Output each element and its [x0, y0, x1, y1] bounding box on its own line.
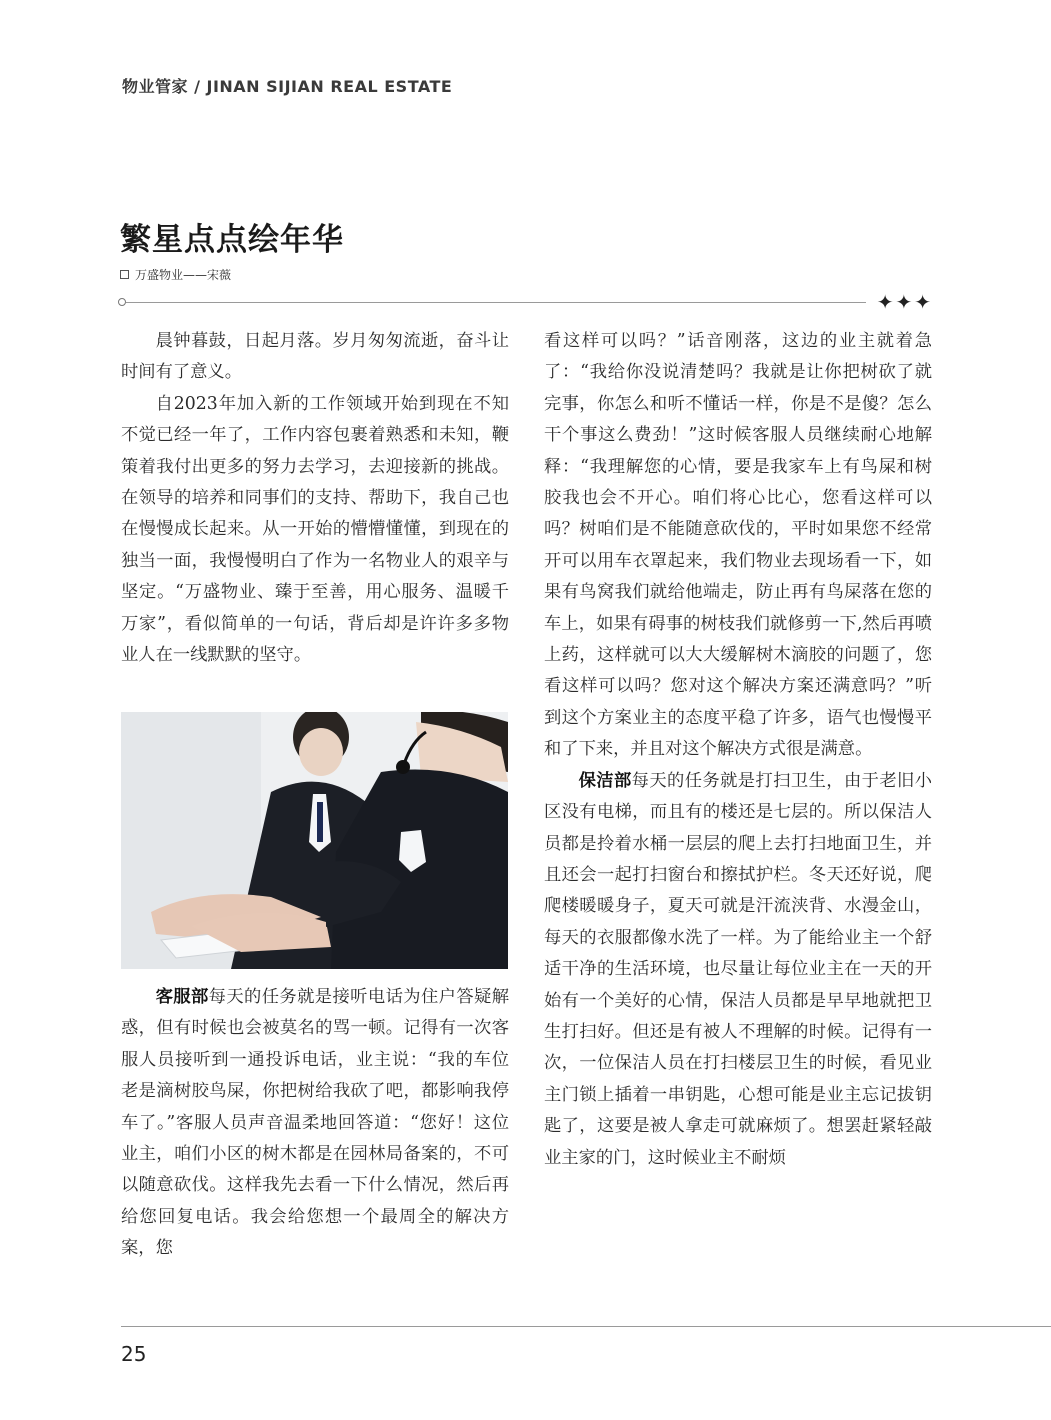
call-center-photo: [121, 712, 508, 969]
cleaning-text: 每天的任务就是打扫卫生，由于老旧小区没有电梯，而且有的楼还是七层的。所以保洁人员都是拎着水桶一层层的爬上去打扫地面卫生，并且还会一起打扫窗台和擦拭护栏。冬天还好说，爬爬楼暖暖身子，夏天可就是汗流浃背、水漫金山，每天的衣服都像水洗了一样。为了能给业主一个舒适干净的生活环境，也尽量让每位业主在一天的开始有一个美好的心情，保洁人员都是早早地就把卫生打扫好。但还是有被人不理解的时候。记得有一次，一位保洁人员在打扫楼层卫生的时候，看见业主门锁上插着一串钥匙，心想可能是业主忘记拔钥匙了，这要是被人拿走可就麻烦了。想罢赶紧轻敲业主家的门，这时候业主不耐烦: [544, 770, 932, 1168]
section-header: 物业管家 / JINAN SIJIAN REAL ESTATE: [122, 77, 453, 96]
dept-heading-cleaning: 保洁部: [578, 770, 632, 791]
footer-rule: [121, 1326, 1051, 1327]
dept-heading-customer-service: 客服部: [155, 987, 209, 1007]
call-center-illustration: [121, 712, 508, 969]
paragraph-cleaning: [544, 766, 932, 1174]
author-name: 万盛物业——宋薇: [135, 268, 232, 282]
byline: [120, 266, 231, 283]
left-column-top: [121, 326, 509, 671]
square-bullet-icon: [120, 270, 129, 279]
left-column-bottom: [121, 982, 509, 1265]
paragraph-customer-service: [121, 982, 509, 1265]
paragraph-intro: 晨钟暮鼓，日起月落。岁月匆匆流逝，奋斗让时间有了意义。: [121, 331, 509, 383]
page-number: 25: [121, 1342, 147, 1366]
paragraph-2023: 自2023年加入新的工作领域开始到现在不知不觉已经一年了，工作内容包裹着熟悉和未知，鞭策着我付出更多的努力去学习，去迎接新的挑战。在领导的培养和同事们的支持、帮助下，我自己也在慢慢成长起来。从一开始的懵懵懂懂，到现在的独当一面，我慢慢明白了作为一名物业人的艰辛与坚定。“万盛物业、臻于至善，用心服务、温暖千万家”，看似简单的一句话，背后却是许许多多物业人在一线默默的坚守。: [121, 393, 509, 666]
customer-service-text-continued: 看这样可以吗？”话音刚落，这边的业主就着急了：“我给你没说清楚吗？我就是让你把树砍了就完事，你怎么和听不懂话一样，你是不是傻？怎么干个事这么费劲！”这时候客服人员继续耐心地解释：“我理解您的心情，要是我家车上有鸟屎和树胶我也会不开心。咱们将心比心，您看这样可以吗？树咱们是不能随意砍伐的，平时如果您不经常开可以用车衣罩起来，我们物业去现场看一下，如果有鸟窝我们就给他端走，防止再有鸟屎落在您的车上，如果有碍事的树枝我们就修剪一下,然后再喷上药，这样就可以大大缓解树木滴胶的问题了，您看这样可以吗？您对这个解决方案还满意吗？”听到这个方案业主的态度平稳了许多，语气也慢慢平和了下来，并且对这个解决方式很是满意。: [544, 331, 932, 760]
circle-ornament-icon: [118, 298, 126, 306]
star-ornament-icon: ✦✦✦: [876, 290, 933, 314]
customer-service-text-start: 每天的任务就是接听电话为住户答疑解惑，但有时候也会被莫名的骂一顿。记得有一次客服人员接听到一通投诉电话，业主说：“我的车位老是滴树胶鸟屎，你把树给我砍了吧，都影响我停车了。”客服人员声音温柔地回答道：“您好！这位业主，咱们小区的树木都是在园林局备案的，不可以随意砍伐。这样我先去看一下什么情况，然后再给您回复电话。我会给您想一个最周全的解决方案，您: [121, 987, 509, 1259]
title-divider: [118, 290, 933, 314]
right-column: [544, 326, 932, 1174]
article-title: 繁星点点绘年华: [120, 222, 344, 258]
divider-line: [126, 302, 866, 303]
